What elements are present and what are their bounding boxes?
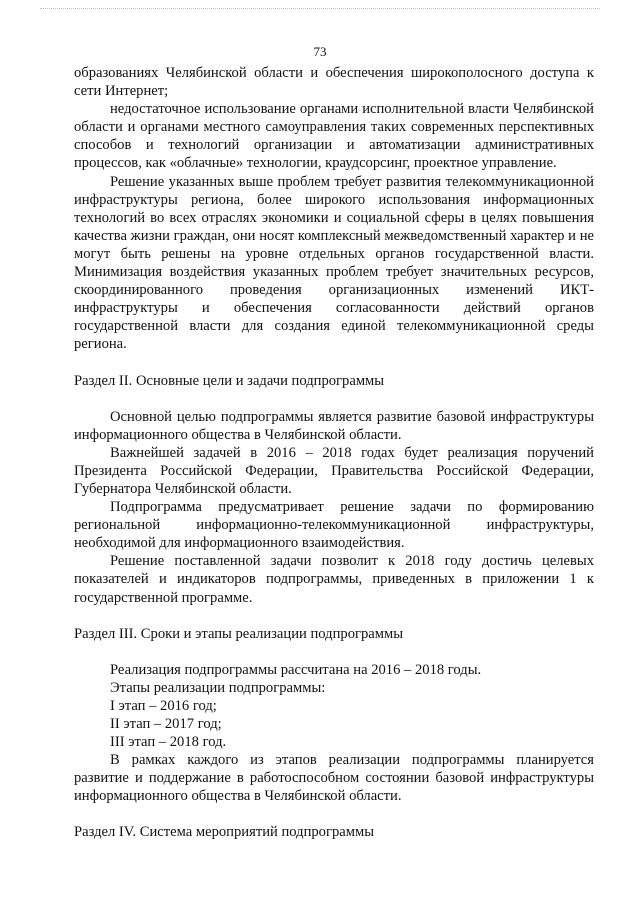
- paragraph-subprogram-provides: Подпрограмма предусматривает решение задачи по формированию региональной информационно-телекоммуникационной инфраструктуры, необходимой для информационного взаимодействия.: [74, 499, 594, 552]
- section-heading-3: Раздел III. Сроки и этапы реализации подпрограммы: [74, 625, 404, 642]
- paragraph-term: Реализация подпрограммы рассчитана на 2016 – 2018 годы.: [110, 661, 482, 678]
- page-number: 73: [313, 44, 327, 59]
- paragraph-stages-title: Этапы реализации подпрограммы:: [110, 679, 326, 696]
- scan-artifact-line: [40, 8, 600, 10]
- paragraph-continuation: образованиях Челябинской области и обеспечения широкополосного доступа к сети Интернет;: [74, 65, 594, 100]
- document-body: [74, 64, 594, 860]
- stage-item: III этап – 2018 год.: [110, 734, 227, 751]
- section-heading-2: Раздел II. Основные цели и задачи подпрограммы: [74, 372, 385, 389]
- section-heading-4: Раздел IV. Система мероприятий подпрограммы: [74, 824, 375, 841]
- paragraph-stages-plan: В рамках каждого из этапов реализации подпрограммы планируется развитие и поддержание в работоспособном состоянии базовой инфраструктуры информационного общества в Челябинской области.: [74, 752, 594, 805]
- paragraph-problem-cloud: недостаточное использование органами исполнительной власти Челябинской области и органами местного самоуправления таких современных перспективных способов и технологий организации и автоматизации административных процессов, как «облачные» технологии, краудсорсинг, проектное управление.: [74, 101, 594, 172]
- paragraph-main-goal: Основной целью подпрограммы является развитие базовой инфраструктуры информационного общества в Челябинской области.: [74, 408, 594, 443]
- stage-item: II этап – 2017 год;: [110, 716, 222, 732]
- paragraph-main-task: Важнейшей задачей в 2016 – 2018 годах будет реализация поручений Президента Российской Федерации, Правительства Российской Федерации, Губернатора Челябинской области.: [74, 444, 594, 497]
- paragraph-solution: Решение указанных выше проблем требует развития телекоммуникационной инфраструктуры региона, более широкого использования информационных технологий во всех отраслях экономики и социальной сферы в целях повышения качества жизни граждан, они носят комплексный межведомственный характер и не могут быть решены на уровне отдельных органов государственной власти. Минимизация воздействия указанных проблем требует значительных ресурсов, скоординированного проведения организационных изменений ИКТ-инфраструктуры и обеспечения согласованности действий органов государственной власти для создания единой телекоммуникационной среды региона.: [74, 173, 594, 353]
- stage-item: I этап – 2016 год;: [110, 697, 217, 714]
- paragraph-task-result: Решение поставленной задачи позволит к 2018 году достичь целевых показателей и индикаторов подпрограммы, приведенных в приложении 1 к государственной программе.: [74, 553, 594, 606]
